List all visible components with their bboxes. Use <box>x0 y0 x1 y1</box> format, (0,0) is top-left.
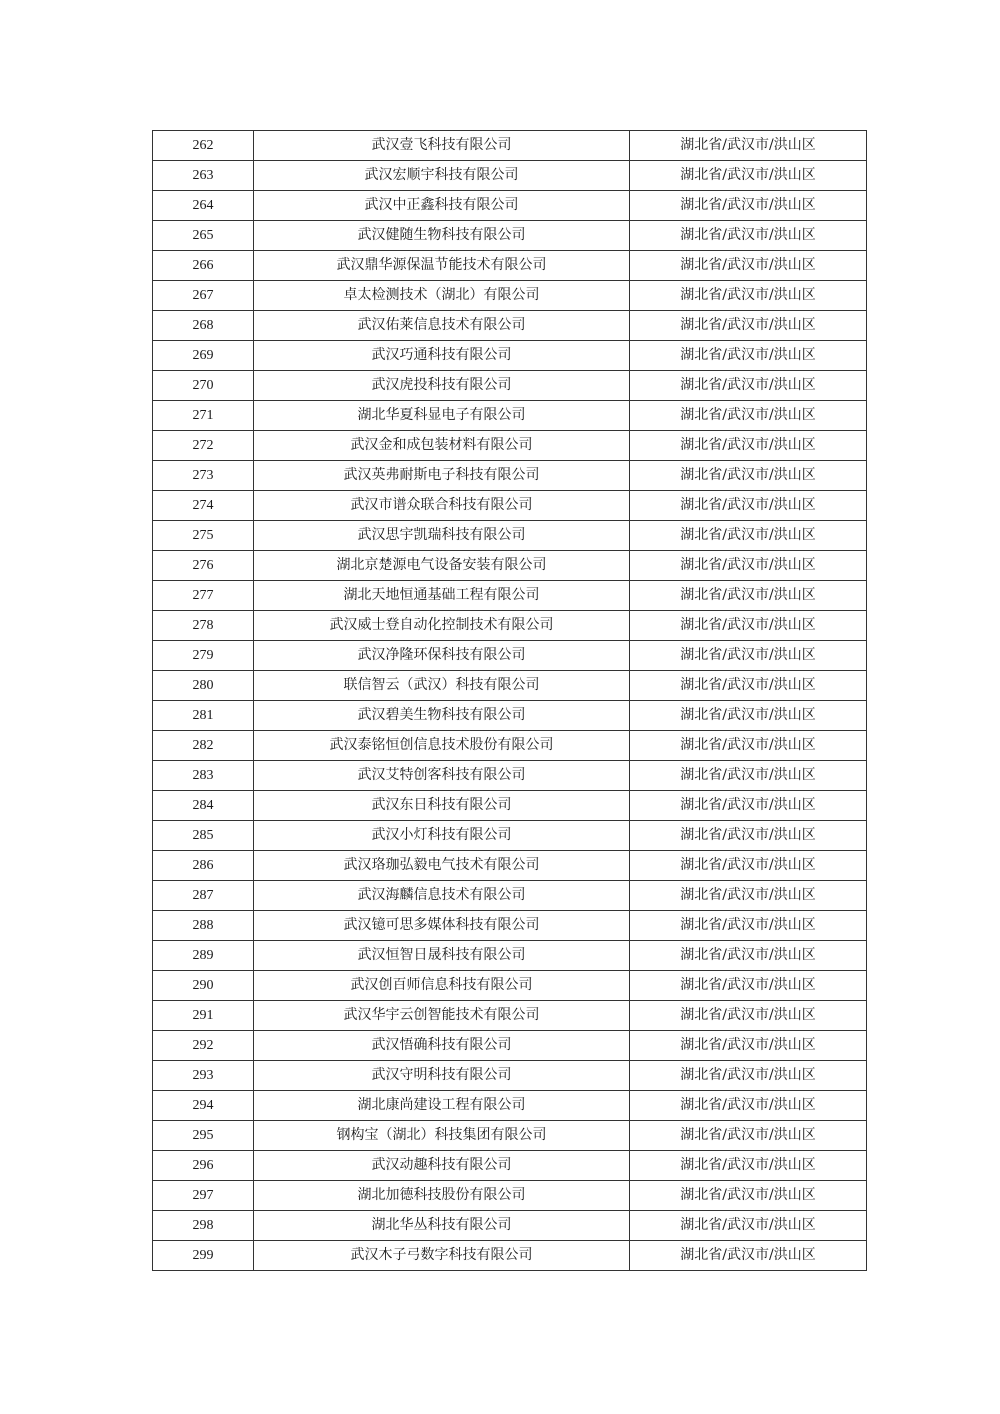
company-region: 湖北省/武汉市/洪山区 <box>630 1241 867 1271</box>
company-name: 湖北京楚源电气设备安装有限公司 <box>254 551 630 581</box>
company-region: 湖北省/武汉市/洪山区 <box>630 221 867 251</box>
company-region: 湖北省/武汉市/洪山区 <box>630 881 867 911</box>
company-name: 武汉宏顺宇科技有限公司 <box>254 161 630 191</box>
row-number: 289 <box>153 941 254 971</box>
table-row <box>153 551 867 581</box>
company-name: 武汉虎投科技有限公司 <box>254 371 630 401</box>
table-row <box>153 491 867 521</box>
table-row <box>153 221 867 251</box>
table-row <box>153 731 867 761</box>
table-row <box>153 701 867 731</box>
row-number: 272 <box>153 431 254 461</box>
table-row <box>153 791 867 821</box>
row-number: 291 <box>153 1001 254 1031</box>
table-row <box>153 431 867 461</box>
row-number: 273 <box>153 461 254 491</box>
table-row <box>153 1181 867 1211</box>
company-region: 湖北省/武汉市/洪山区 <box>630 971 867 1001</box>
row-number: 269 <box>153 341 254 371</box>
table-row <box>153 1001 867 1031</box>
row-number: 279 <box>153 641 254 671</box>
company-region: 湖北省/武汉市/洪山区 <box>630 311 867 341</box>
company-name: 武汉守明科技有限公司 <box>254 1061 630 1091</box>
company-list-body <box>153 131 867 1271</box>
table-row <box>153 1121 867 1151</box>
company-name: 武汉金和成包装材料有限公司 <box>254 431 630 461</box>
row-number: 298 <box>153 1211 254 1241</box>
company-name: 武汉壹飞科技有限公司 <box>254 131 630 161</box>
company-region: 湖北省/武汉市/洪山区 <box>630 1091 867 1121</box>
company-region: 湖北省/武汉市/洪山区 <box>630 1001 867 1031</box>
company-name: 武汉净隆环保科技有限公司 <box>254 641 630 671</box>
company-name: 武汉碧美生物科技有限公司 <box>254 701 630 731</box>
table-row <box>153 521 867 551</box>
company-name: 武汉华宇云创智能技术有限公司 <box>254 1001 630 1031</box>
company-name: 湖北天地恒通基础工程有限公司 <box>254 581 630 611</box>
row-number: 287 <box>153 881 254 911</box>
company-name: 武汉小灯科技有限公司 <box>254 821 630 851</box>
company-region: 湖北省/武汉市/洪山区 <box>630 401 867 431</box>
company-region: 湖北省/武汉市/洪山区 <box>630 821 867 851</box>
row-number: 265 <box>153 221 254 251</box>
company-name: 武汉泰铭恒创信息技术股份有限公司 <box>254 731 630 761</box>
company-region: 湖北省/武汉市/洪山区 <box>630 851 867 881</box>
table-row <box>153 581 867 611</box>
company-region: 湖北省/武汉市/洪山区 <box>630 731 867 761</box>
table-row <box>153 851 867 881</box>
table-row <box>153 191 867 221</box>
company-name: 武汉思宇凯瑞科技有限公司 <box>254 521 630 551</box>
company-name: 钢构宝（湖北）科技集团有限公司 <box>254 1121 630 1151</box>
row-number: 282 <box>153 731 254 761</box>
company-region: 湖北省/武汉市/洪山区 <box>630 641 867 671</box>
company-name: 武汉英弗耐斯电子科技有限公司 <box>254 461 630 491</box>
company-region: 湖北省/武汉市/洪山区 <box>630 191 867 221</box>
company-region: 湖北省/武汉市/洪山区 <box>630 491 867 521</box>
row-number: 262 <box>153 131 254 161</box>
table-row <box>153 671 867 701</box>
row-number: 295 <box>153 1121 254 1151</box>
table-row <box>153 461 867 491</box>
row-number: 286 <box>153 851 254 881</box>
company-name: 武汉海麟信息技术有限公司 <box>254 881 630 911</box>
company-name: 武汉巧通科技有限公司 <box>254 341 630 371</box>
row-number: 280 <box>153 671 254 701</box>
table-row <box>153 1211 867 1241</box>
table-row <box>153 611 867 641</box>
company-region: 湖北省/武汉市/洪山区 <box>630 1031 867 1061</box>
table-row <box>153 161 867 191</box>
company-region: 湖北省/武汉市/洪山区 <box>630 761 867 791</box>
table-row <box>153 881 867 911</box>
company-region: 湖北省/武汉市/洪山区 <box>630 1151 867 1181</box>
table-row <box>153 311 867 341</box>
company-region: 湖北省/武汉市/洪山区 <box>630 701 867 731</box>
company-region: 湖北省/武汉市/洪山区 <box>630 581 867 611</box>
table-row <box>153 1031 867 1061</box>
company-region: 湖北省/武汉市/洪山区 <box>630 341 867 371</box>
company-region: 湖北省/武汉市/洪山区 <box>630 671 867 701</box>
company-region: 湖北省/武汉市/洪山区 <box>630 431 867 461</box>
company-region: 湖北省/武汉市/洪山区 <box>630 1181 867 1211</box>
row-number: 264 <box>153 191 254 221</box>
company-name: 武汉东日科技有限公司 <box>254 791 630 821</box>
company-name: 武汉佑莱信息技术有限公司 <box>254 311 630 341</box>
company-region: 湖北省/武汉市/洪山区 <box>630 1211 867 1241</box>
table-row <box>153 251 867 281</box>
row-number: 283 <box>153 761 254 791</box>
company-name: 湖北康尚建设工程有限公司 <box>254 1091 630 1121</box>
table-row <box>153 131 867 161</box>
table-row <box>153 1091 867 1121</box>
row-number: 299 <box>153 1241 254 1271</box>
company-name: 卓太检测技术（湖北）有限公司 <box>254 281 630 311</box>
row-number: 278 <box>153 611 254 641</box>
table-row <box>153 281 867 311</box>
company-region: 湖北省/武汉市/洪山区 <box>630 791 867 821</box>
table-row <box>153 971 867 1001</box>
company-list-table <box>152 130 867 1271</box>
row-number: 274 <box>153 491 254 521</box>
row-number: 285 <box>153 821 254 851</box>
company-name: 武汉动趣科技有限公司 <box>254 1151 630 1181</box>
company-name: 武汉珞珈弘毅电气技术有限公司 <box>254 851 630 881</box>
row-number: 293 <box>153 1061 254 1091</box>
company-name: 武汉艾特创客科技有限公司 <box>254 761 630 791</box>
table-row <box>153 401 867 431</box>
row-number: 290 <box>153 971 254 1001</box>
company-region: 湖北省/武汉市/洪山区 <box>630 551 867 581</box>
table-row <box>153 941 867 971</box>
row-number: 297 <box>153 1181 254 1211</box>
company-region: 湖北省/武汉市/洪山区 <box>630 131 867 161</box>
table-row <box>153 821 867 851</box>
row-number: 276 <box>153 551 254 581</box>
company-region: 湖北省/武汉市/洪山区 <box>630 161 867 191</box>
company-name: 武汉木子弓数字科技有限公司 <box>254 1241 630 1271</box>
table-row <box>153 1151 867 1181</box>
row-number: 275 <box>153 521 254 551</box>
company-name: 联信智云（武汉）科技有限公司 <box>254 671 630 701</box>
company-name: 湖北加德科技股份有限公司 <box>254 1181 630 1211</box>
company-region: 湖北省/武汉市/洪山区 <box>630 1061 867 1091</box>
company-region: 湖北省/武汉市/洪山区 <box>630 521 867 551</box>
company-region: 湖北省/武汉市/洪山区 <box>630 911 867 941</box>
row-number: 277 <box>153 581 254 611</box>
row-number: 281 <box>153 701 254 731</box>
company-name: 湖北华夏科显电子有限公司 <box>254 401 630 431</box>
company-name: 武汉镱可思多媒体科技有限公司 <box>254 911 630 941</box>
row-number: 263 <box>153 161 254 191</box>
table-row <box>153 761 867 791</box>
company-region: 湖北省/武汉市/洪山区 <box>630 611 867 641</box>
company-region: 湖北省/武汉市/洪山区 <box>630 941 867 971</box>
row-number: 284 <box>153 791 254 821</box>
row-number: 288 <box>153 911 254 941</box>
row-number: 270 <box>153 371 254 401</box>
table-row <box>153 1241 867 1271</box>
table-row <box>153 911 867 941</box>
company-name: 武汉中正鑫科技有限公司 <box>254 191 630 221</box>
row-number: 296 <box>153 1151 254 1181</box>
table-row <box>153 1061 867 1091</box>
company-region: 湖北省/武汉市/洪山区 <box>630 461 867 491</box>
company-name: 湖北华丛科技有限公司 <box>254 1211 630 1241</box>
table-row <box>153 341 867 371</box>
table-row <box>153 371 867 401</box>
company-region: 湖北省/武汉市/洪山区 <box>630 251 867 281</box>
company-name: 武汉恒智日晟科技有限公司 <box>254 941 630 971</box>
company-name: 武汉威士登自动化控制技术有限公司 <box>254 611 630 641</box>
row-number: 294 <box>153 1091 254 1121</box>
company-name: 武汉健随生物科技有限公司 <box>254 221 630 251</box>
company-region: 湖北省/武汉市/洪山区 <box>630 371 867 401</box>
row-number: 268 <box>153 311 254 341</box>
row-number: 271 <box>153 401 254 431</box>
table-row <box>153 641 867 671</box>
company-region: 湖北省/武汉市/洪山区 <box>630 1121 867 1151</box>
company-name: 武汉悟确科技有限公司 <box>254 1031 630 1061</box>
row-number: 267 <box>153 281 254 311</box>
company-name: 武汉创百师信息科技有限公司 <box>254 971 630 1001</box>
company-name: 武汉鼎华源保温节能技术有限公司 <box>254 251 630 281</box>
company-region: 湖北省/武汉市/洪山区 <box>630 281 867 311</box>
company-name: 武汉市谱众联合科技有限公司 <box>254 491 630 521</box>
row-number: 266 <box>153 251 254 281</box>
row-number: 292 <box>153 1031 254 1061</box>
